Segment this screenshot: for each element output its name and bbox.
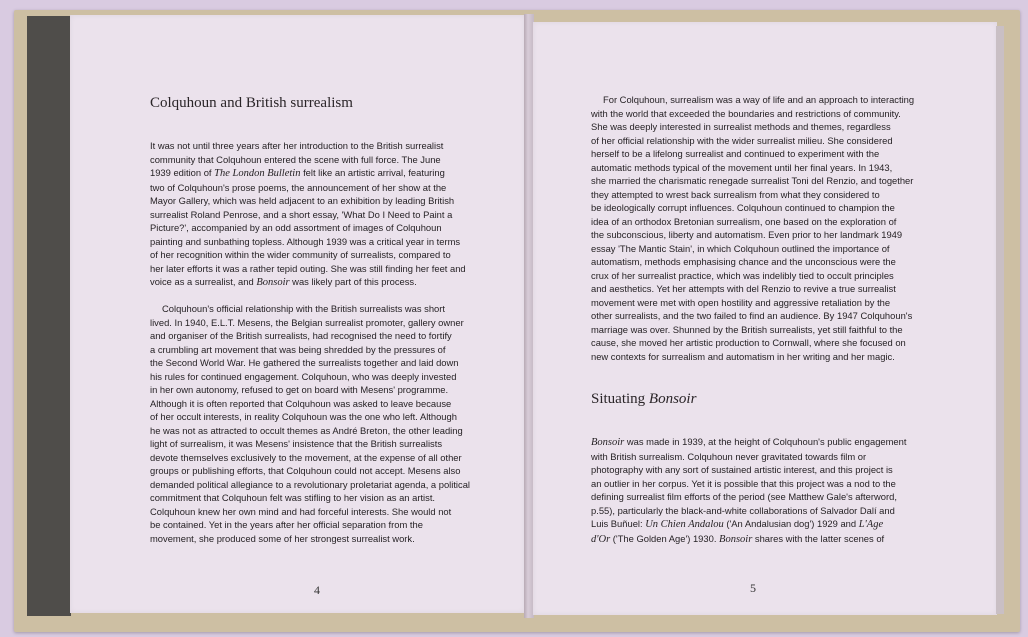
paragraph: For Colquhoun, surrealism was a way of life and an approach to interacting with the world that exceeded the boundaries and restrictions of community. She was deeply interested in surrealist methods and themes, regardless of her official relationship with the wider surrealist milieu. She considered herself to be a lifelong surrealist and continued to experiment with the automatic methods typical of the movement until her final years. In 1943, she married the charismatic renegade surrealist Toni del Renzio, and together they attempted to wrest back surrealism from what they considered to be ideologically corrupt influences. Colquhoun continued to champion the idea of an orthodox Bretonian surrealism, one based on the exploration of the subconscious, liberty and automatism. Even prior to her landmark 1949 essay 'The Mantic Stain', in which Colquhoun outlined the importance of automatism, methods emphasising chance and the unconscious were the crux of her surrealist practice, which was indelibly tied to occult principles and aesthetics. Yet her attempts with del Renzio to revive a true surrealist movement were met with open hostility and aggressive retaliation by the other surrealists, and the two failed to find an audience. By 1947 Colquhoun's marriage was over. Shunned by the British surrealists, yet still faithful to the cause, she moved her artistic production to Cornwall, where she focused on new contexts for surrealism and automatism in her writing and her magic. [591, 94, 915, 362]
film-title: Un Chien Andalou [645, 519, 724, 530]
film-title: L'Age [858, 519, 884, 530]
page-number: 4 [314, 583, 320, 597]
section-heading: Situating Bonsoir [591, 391, 697, 407]
page-number: 5 [750, 581, 756, 595]
film-title: Bonsoir [256, 277, 290, 288]
spine-edge [27, 16, 71, 616]
page-edges [996, 26, 1004, 614]
publication-title: The London Bulletin [214, 168, 301, 179]
paragraph: It was not until three years after her introduction to the British surrealist community that Colquhoun entered the scene with full force. The June 1939 edition of The London Bulletin felt like an artistic arrival, featuring two of Colquhoun's prose poems, the announcement of her show at the Mayor Gallery, which was held adjacent to an exhibition by leading British surrealist Roland Penrose, and a short essay, 'What Do I Need to Paint a Picture?', accompanied by an odd assortment of images of Colquhoun painting and sunbathing topless. Although 1939 was a critical year in terms of her recognition within the wider community of surrealists, compared to her later efforts it was a rather tepid outing. She was still finding her feet and voice as a surrealist, and Bonsoir was likely part of this process. [150, 140, 466, 288]
section-heading: Colquhoun and British surrealism [150, 95, 353, 111]
paragraph: Bonsoir was made in 1939, at the height of Colquhoun's public engagement with British surrealism. Colquhoun never gravitated towards film or photography with any sort of sustained artistic interest, and this project is an outlier in her corpus. Yet it is possible that this project was a nod to the defining surrealist film efforts of the period (see Matthew Gale's afterword, p.55), particularly the black-and-white collaborations of Salvador Dalí and Luis Buñuel: Un Chien Andalou ('An Andalusian dog') 1929 and L'Age d'Or ('The Golden Age') 1930. Bonsoir shares with the latter scenes of [591, 436, 907, 545]
film-title: Bonsoir [719, 533, 753, 545]
paragraph: Colquhoun's official relationship with the British surrealists was short lived. In 1940, E.L.T. Mesens, the Belgian surrealist promoter, gallery owner and organiser of the British surrealists, had recognised the need to fortify a crumbling art movement that was being shredded by the pressures of the Second World War. He gathered the surrealists together and laid down his rules for continued engagement. Colquhoun, who was deeply invested in her own autonomy, refused to get on board with Mesens' programme. Although it is often reported that Colquhoun was asked to leave because of her occult interests, in reality Colquhoun was the one who left. Although he was not as attracted to occult themes as André Breton, the other leading light of surrealism, it was Mesens' insistence that the British surrealists devote themselves exclusively to the movement, at the expense of all other groups or publishing efforts, that Colquhoun could not accept. Mesens also demanded political allegiance to a revolutionary proletariat agenda, a political commitment that Colquhoun felt was stifling to her vision as an artist. Colquhoun knew her own mind and had forceful interests. She would not be contained. Yet in the years after her official separation from the movement, she produced some of her strongest surrealist work. [150, 303, 470, 544]
film-title: d'Or [591, 533, 611, 545]
film-title: Bonsoir [591, 437, 625, 448]
